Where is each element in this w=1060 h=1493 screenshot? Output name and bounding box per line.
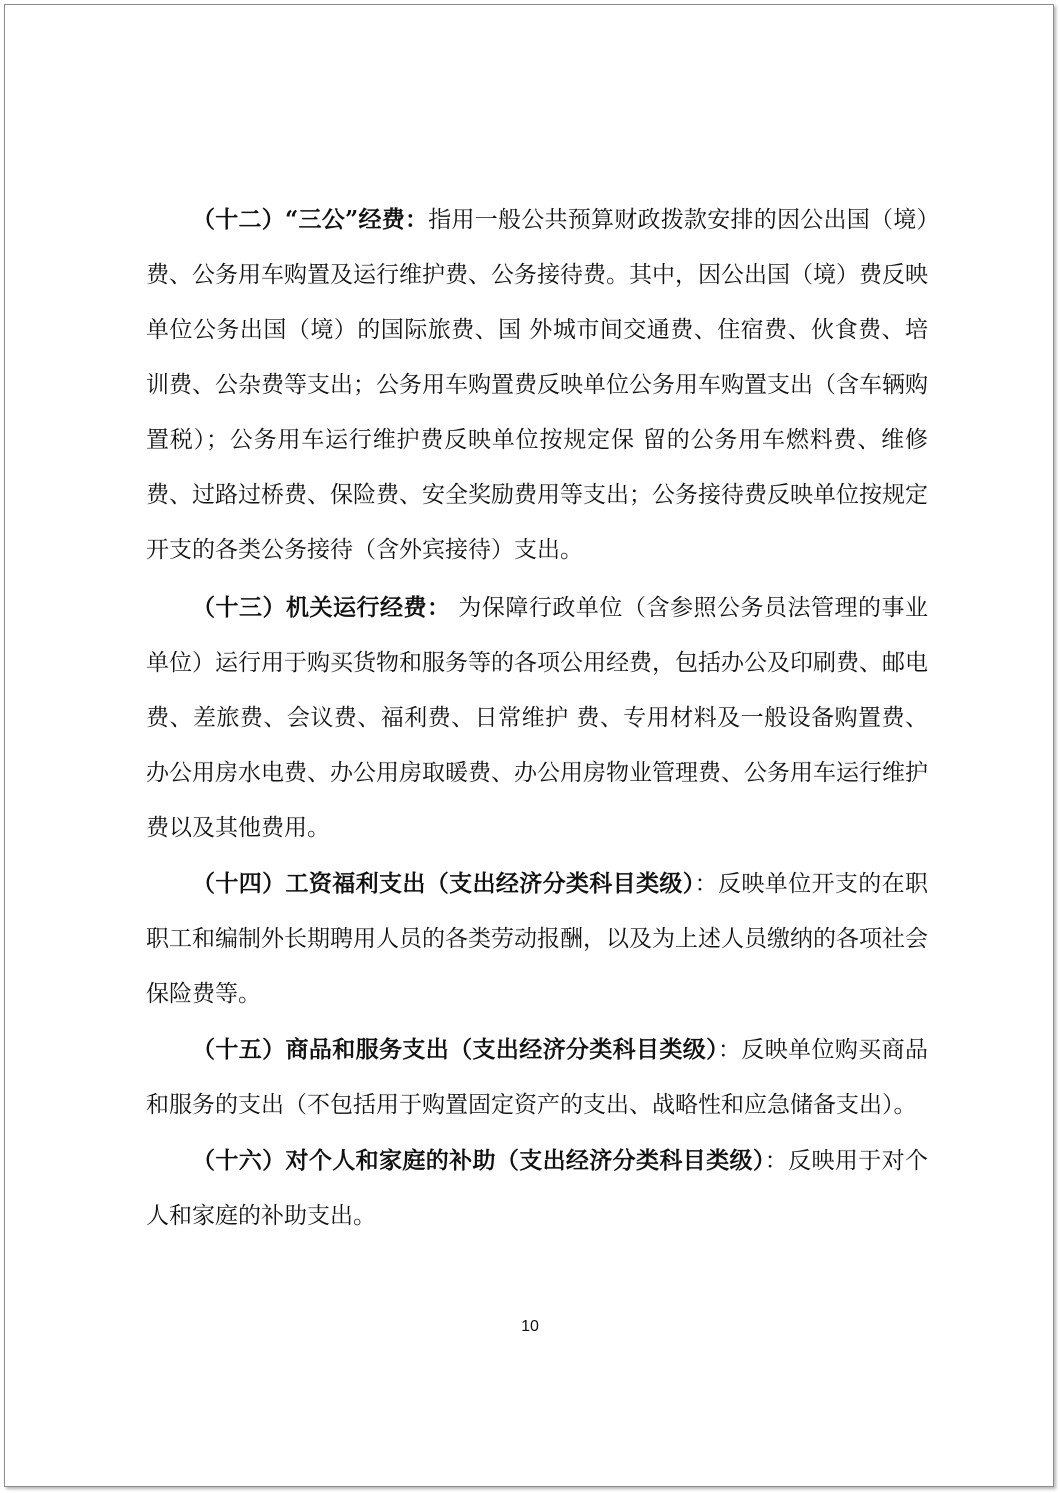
paragraph-heading: （十二）“三公”经费： [192, 206, 429, 233]
paragraph-13 [146, 580, 928, 856]
paragraph-16 [146, 1133, 928, 1244]
paragraph-text: ：反映单位开支的在职职工和编制外长期聘用人员的各类劳动报酬，以及为上述人员缴纳的各项社会保险费等。 [146, 871, 929, 1007]
paragraph-15 [146, 1022, 928, 1133]
paragraph-heading: （十四）工资福利支出（支出经济分类科目类级） [192, 870, 695, 897]
paragraph-text: ：反映用于对个人和家庭的补助支出。 [146, 1148, 929, 1229]
paragraph-text: ：反映单位购买商品和服务的支出（不包括用于购置固定资产的支出、战略性和应急储备支出）。 [146, 1037, 929, 1118]
paragraph-12 [146, 192, 928, 578]
paragraph-text: 为保障行政单位（含参照公务员法管理的事业单位）运行用于购买货物和服务等的各项公用经费，包括办公及印刷费、邮电费、差旅费、会议费、福利费、日常维护 费、专用材料及一般设备购置费、办公用房水电费、办公用房取暖费、办公用房物业管理费、公务用车运行维护费以及其他费用。 [146, 595, 929, 841]
page-number: 10 [521, 1318, 539, 1335]
paragraph-14 [146, 856, 928, 1022]
paragraph-heading: （十三）机关运行经费： [192, 594, 451, 621]
paragraph-heading: （十六）对个人和家庭的补助（支出经济分类科目类级） [192, 1147, 765, 1174]
paragraph-text: 指用一般公共预算财政拨款安排的因公出国（境）费、公务用车购置及运行维护费、公务接待费。其中，因公出国（境）费反映单位公务出国（境）的国际旅费、国 外城市间交通费、住宿费、伙食费、培训费、公杂费等支出；公务用车购置费反映单位公务用车购置支出（含车辆购置税）；公务用车运行维护费反映单位按规定保 留的公务用车燃料费、维修费、过路过桥费、保险费、安全奖励费用等支出；公务接待费反映单位按规定开支的各类公务接待（含外宾接待）支出。 [146, 207, 929, 563]
document-body [146, 192, 928, 1244]
paragraph-heading: （十五）商品和服务支出（支出经济分类科目类级） [192, 1036, 719, 1063]
